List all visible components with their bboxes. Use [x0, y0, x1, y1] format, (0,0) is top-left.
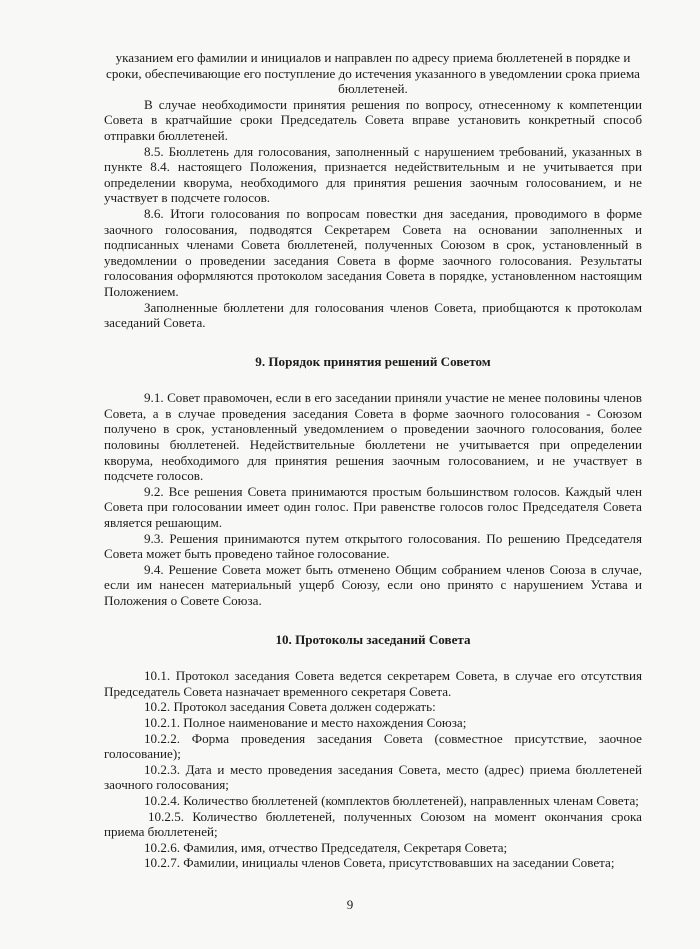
paragraph: 10.2.3. Дата и место проведения заседания Совета, место (адрес) приема бюллетеней заочного голосования;	[104, 761, 642, 793]
section-heading: 10. Протоколы заседаний Совета	[275, 631, 471, 647]
page-body	[104, 50, 642, 871]
paragraph: 9.1. Совет правомочен, если в его заседании приняли участие не менее половины членов Совета, а в случае проведения заседания Совета в форме заочного голосования - Союзом получено в срок, установленный уведомлением о проведении заочного голосования, более половины бюллетеней. Недействительные бюллетени не учитывается при определении кворума, необходимого для принятия решения заочным голосованием, и не участвует в подсчете голосов.	[104, 390, 642, 484]
paragraph: 10.2.6. Фамилия, имя, отчество Председателя, Секретаря Совета;	[144, 839, 508, 855]
paragraph: Заполненные бюллетени для голосования членов Совета, приобщаются к протоколам заседаний Совета.	[104, 299, 642, 331]
page-number: 9	[346, 897, 354, 912]
paragraph: 9.2. Все решения Совета принимаются простым большинством голосов. Каждый член Совета при голосовании имеет один голос. При равенстве голосов голос Председателя Совета является решающим.	[104, 483, 642, 531]
paragraph: 10.2.7. Фамилии, инициалы членов Совета, присутствовавших на заседании Совета;	[144, 855, 615, 871]
paragraph: В случае необходимости принятия решения по вопросу, отнесенному к компетенции Совета в кратчайшие сроки Председатель Совета вправе установить конкретный способ отправки бюллетеней.	[104, 96, 642, 143]
paragraph: 8.6. Итоги голосования по вопросам повестки дня заседания, проводимого в форме заочного голосования, подводятся Секретарем Совета на основании заполненных и подписанных членами Совета бюллетеней, полученных Союзом в срок, установленный в уведомлении о проведении заседания Совета в форме заочного голосования. Результаты голосования оформляются протоколом заседания Совета в порядке, установленном настоящим Положением.	[104, 205, 642, 299]
paragraph: 10.2.4. Количество бюллетеней (комплектов бюллетеней), направленных членам Совета;	[144, 792, 639, 808]
paragraph: 10.2.5. Количество бюллетеней, полученных Союзом на момент окончания срока приема бюллетеней;	[104, 808, 642, 840]
paragraph: указанием его фамилии и инициалов и направлен по адресу приема бюллетеней в порядке и сроки, обеспечивающие его поступление до истечения указанного в уведомлении срока приема бюллетеней.	[106, 50, 640, 97]
paragraph: 9.4. Решение Совета может быть отменено Общим собранием членов Союза в случае, если им нанесен материальный ущерб Союзу, если оно принято с нарушением Устава и Положения о Совете Союза.	[104, 561, 642, 608]
paragraph: 10.2.1. Полное наименование и место нахождения Союза;	[144, 714, 467, 730]
paragraph: 9.3. Решения принимаются путем открытого голосования. По решению Председателя Совета может быть проведено тайное голосование.	[104, 530, 642, 562]
paragraph: 10.2.2. Форма проведения заседания Совета (совместное присутствие, заочное голосование);	[104, 730, 642, 762]
section-heading: 9. Порядок принятия решений Советом	[255, 353, 491, 369]
paragraph: 10.1. Протокол заседания Совета ведется секретарем Совета, в случае его отсутствия Председатель Совета назначает временного секретаря Совета.	[104, 668, 642, 699]
paragraph: 8.5. Бюллетень для голосования, заполненный с нарушением требований, указанных в пункте 8.4. настоящего Положения, признается недействительным и не учитывается при определении кворума, необходимого для принятия решения заочным голосованием, и не участвует в подсчете голосов.	[104, 143, 642, 206]
paragraph: 10.2. Протокол заседания Совета должен содержать:	[144, 699, 436, 715]
